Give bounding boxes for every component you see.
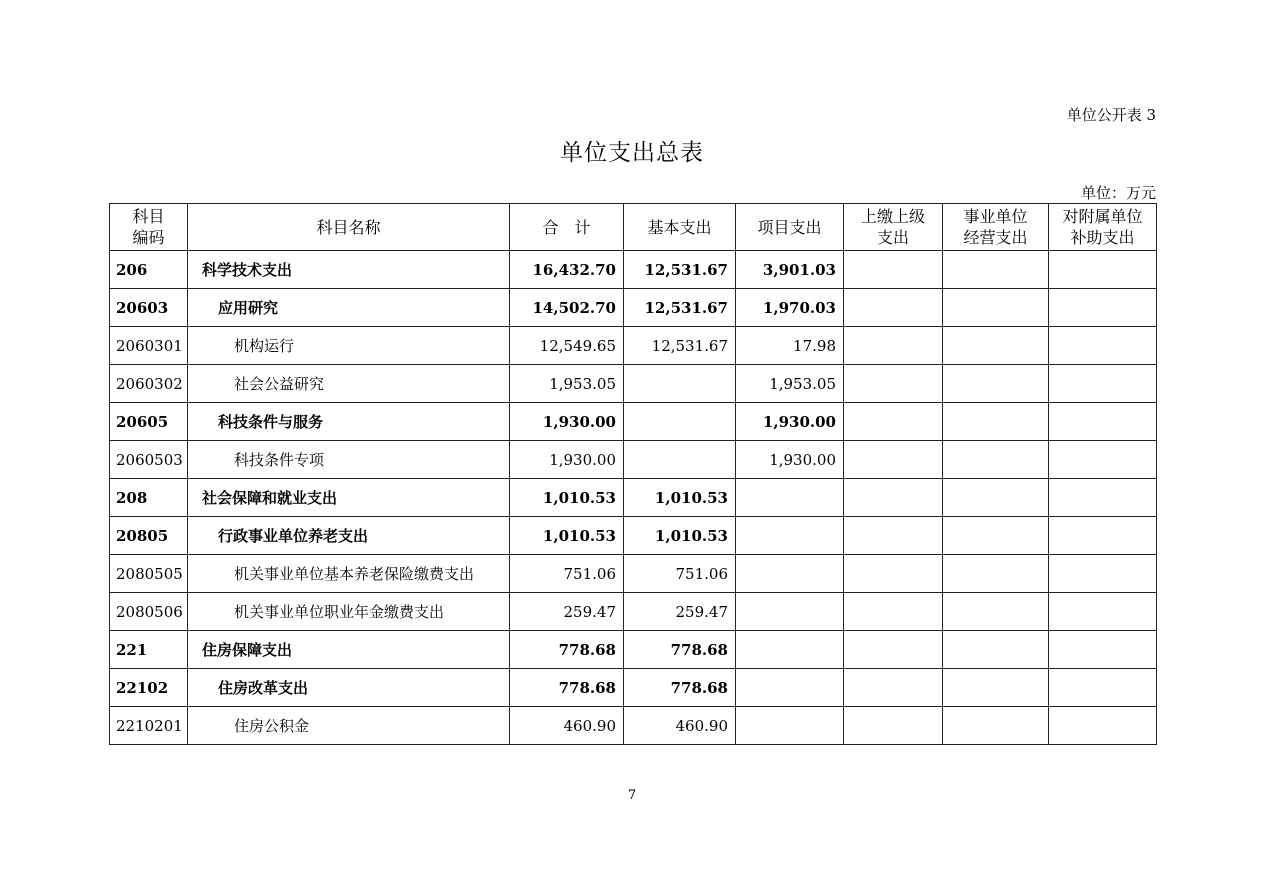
cell-basic: 12,531.67 — [624, 327, 736, 365]
cell-upper — [844, 593, 943, 631]
cell-total: 16,432.70 — [510, 251, 624, 289]
table-row — [110, 555, 1157, 593]
cell-name — [188, 631, 510, 669]
cell-upper — [844, 403, 943, 441]
header-upper: 上缴上级 支出 — [844, 204, 943, 251]
cell-project — [736, 593, 844, 631]
cell-project — [736, 631, 844, 669]
unit-label: 单位：万元 — [1080, 184, 1156, 202]
cell-code: 2080506 — [110, 593, 188, 631]
cell-project — [736, 517, 844, 555]
cell-name — [188, 669, 510, 707]
table-row — [110, 251, 1157, 289]
subject-name: 社会保障和就业支出 — [202, 489, 338, 507]
cell-basic: 1,010.53 — [624, 517, 736, 555]
cell-subsidy — [1049, 251, 1157, 289]
cell-total: 259.47 — [510, 593, 624, 631]
cell-basic: 12,531.67 — [624, 289, 736, 327]
cell-subsidy — [1049, 631, 1157, 669]
subject-name: 科学技术支出 — [202, 261, 293, 279]
header-subsidy: 对附属单位 补助支出 — [1049, 204, 1157, 251]
cell-upper — [844, 251, 943, 289]
table-number-label: 单位公开表 3 — [1066, 106, 1156, 124]
subject-name: 科技条件与服务 — [218, 413, 324, 431]
cell-subsidy — [1049, 289, 1157, 327]
cell-project: 3,901.03 — [736, 251, 844, 289]
cell-business — [943, 593, 1049, 631]
cell-project: 1,930.00 — [736, 441, 844, 479]
cell-basic: 259.47 — [624, 593, 736, 631]
cell-code: 2080505 — [110, 555, 188, 593]
cell-basic: 778.68 — [624, 631, 736, 669]
table-row — [110, 403, 1157, 441]
cell-upper — [844, 327, 943, 365]
cell-total: 1,930.00 — [510, 441, 624, 479]
table-row — [110, 289, 1157, 327]
cell-basic: 778.68 — [624, 669, 736, 707]
cell-total: 1,010.53 — [510, 517, 624, 555]
cell-total: 1,953.05 — [510, 365, 624, 403]
cell-code: 20605 — [110, 403, 188, 441]
cell-subsidy — [1049, 555, 1157, 593]
cell-name — [188, 251, 510, 289]
cell-business — [943, 403, 1049, 441]
cell-name — [188, 593, 510, 631]
cell-basic — [624, 365, 736, 403]
cell-total: 12,549.65 — [510, 327, 624, 365]
page-number: 7 — [627, 788, 637, 803]
cell-code: 2210201 — [110, 707, 188, 745]
cell-basic — [624, 403, 736, 441]
cell-project — [736, 479, 844, 517]
cell-name — [188, 479, 510, 517]
cell-project: 1,970.03 — [736, 289, 844, 327]
cell-name — [188, 707, 510, 745]
cell-subsidy — [1049, 327, 1157, 365]
cell-name — [188, 289, 510, 327]
cell-upper — [844, 441, 943, 479]
subject-name: 住房公积金 — [234, 717, 310, 735]
cell-basic: 12,531.67 — [624, 251, 736, 289]
header-total: 合 计 — [510, 204, 624, 251]
cell-code: 2060301 — [110, 327, 188, 365]
cell-name — [188, 327, 510, 365]
cell-upper — [844, 707, 943, 745]
cell-basic: 1,010.53 — [624, 479, 736, 517]
cell-upper — [844, 479, 943, 517]
cell-business — [943, 441, 1049, 479]
cell-upper — [844, 365, 943, 403]
cell-name — [188, 555, 510, 593]
table-row — [110, 707, 1157, 745]
expenditure-table — [109, 203, 1157, 745]
cell-business — [943, 517, 1049, 555]
cell-business — [943, 251, 1049, 289]
subject-name: 机关事业单位基本养老保险缴费支出 — [234, 565, 475, 583]
subject-name: 应用研究 — [218, 299, 279, 317]
header-name: 科目名称 — [188, 204, 510, 251]
subject-name: 机关事业单位职业年金缴费支出 — [234, 603, 445, 621]
table-row — [110, 631, 1157, 669]
page-title: 单位支出总表 — [560, 140, 704, 166]
header-project: 项目支出 — [736, 204, 844, 251]
cell-subsidy — [1049, 479, 1157, 517]
cell-code: 2060503 — [110, 441, 188, 479]
cell-upper — [844, 289, 943, 327]
cell-code: 20603 — [110, 289, 188, 327]
cell-business — [943, 631, 1049, 669]
cell-code: 208 — [110, 479, 188, 517]
cell-name — [188, 441, 510, 479]
cell-code: 206 — [110, 251, 188, 289]
cell-name — [188, 365, 510, 403]
table-row — [110, 593, 1157, 631]
subject-name: 住房保障支出 — [202, 641, 293, 659]
cell-subsidy — [1049, 441, 1157, 479]
cell-code: 2060302 — [110, 365, 188, 403]
subject-name: 科技条件专项 — [234, 451, 325, 469]
cell-subsidy — [1049, 365, 1157, 403]
cell-total: 1,010.53 — [510, 479, 624, 517]
subject-name: 机构运行 — [234, 337, 295, 355]
subject-name: 行政事业单位养老支出 — [218, 527, 369, 545]
header-basic: 基本支出 — [624, 204, 736, 251]
cell-project: 1,930.00 — [736, 403, 844, 441]
cell-upper — [844, 669, 943, 707]
cell-business — [943, 707, 1049, 745]
cell-business — [943, 669, 1049, 707]
cell-code: 22102 — [110, 669, 188, 707]
cell-business — [943, 555, 1049, 593]
cell-upper — [844, 555, 943, 593]
cell-name — [188, 403, 510, 441]
cell-business — [943, 327, 1049, 365]
cell-total: 460.90 — [510, 707, 624, 745]
table-row — [110, 517, 1157, 555]
cell-subsidy — [1049, 517, 1157, 555]
cell-basic — [624, 441, 736, 479]
cell-project — [736, 669, 844, 707]
table-row — [110, 327, 1157, 365]
cell-subsidy — [1049, 403, 1157, 441]
table-row — [110, 479, 1157, 517]
table-header-row — [110, 204, 1157, 251]
subject-name: 社会公益研究 — [234, 375, 325, 393]
cell-total: 778.68 — [510, 631, 624, 669]
cell-subsidy — [1049, 593, 1157, 631]
cell-basic: 460.90 — [624, 707, 736, 745]
cell-subsidy — [1049, 707, 1157, 745]
cell-upper — [844, 631, 943, 669]
cell-business — [943, 365, 1049, 403]
cell-project — [736, 707, 844, 745]
cell-basic: 751.06 — [624, 555, 736, 593]
cell-total: 778.68 — [510, 669, 624, 707]
cell-code: 221 — [110, 631, 188, 669]
header-code: 科目 编码 — [110, 204, 188, 251]
cell-upper — [844, 517, 943, 555]
table-row — [110, 365, 1157, 403]
cell-name — [188, 517, 510, 555]
cell-business — [943, 479, 1049, 517]
cell-business — [943, 289, 1049, 327]
cell-total: 751.06 — [510, 555, 624, 593]
header-business: 事业单位 经营支出 — [943, 204, 1049, 251]
cell-code: 20805 — [110, 517, 188, 555]
cell-project: 17.98 — [736, 327, 844, 365]
table-row — [110, 441, 1157, 479]
table-row — [110, 669, 1157, 707]
subject-name: 住房改革支出 — [218, 679, 309, 697]
cell-subsidy — [1049, 669, 1157, 707]
cell-total: 14,502.70 — [510, 289, 624, 327]
cell-project: 1,953.05 — [736, 365, 844, 403]
cell-project — [736, 555, 844, 593]
cell-total: 1,930.00 — [510, 403, 624, 441]
